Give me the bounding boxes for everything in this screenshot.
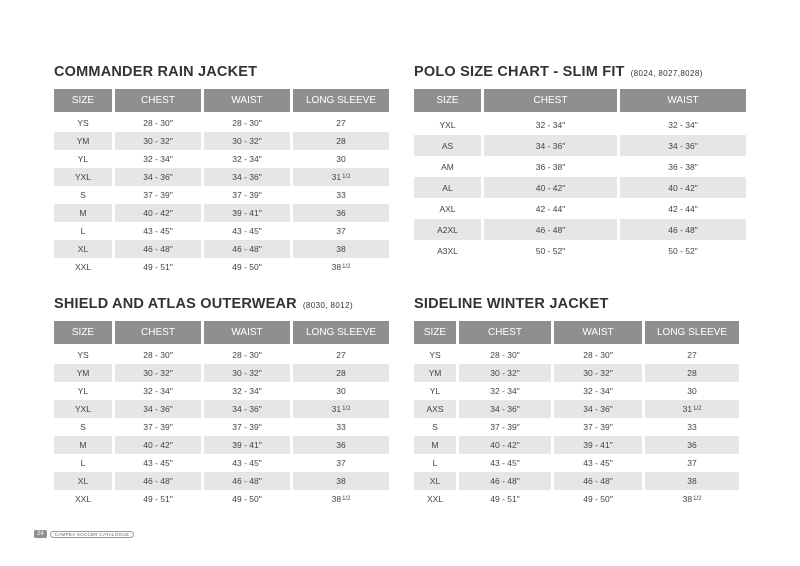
measurement-cell: 43 - 45": [554, 454, 642, 472]
size-cell: M: [54, 436, 112, 454]
measurement-cell: 42 - 44": [620, 198, 746, 219]
section-title: POLO SIZE CHART - SLIM FIT (8024, 8027,8028): [414, 64, 703, 80]
measurement-cell: 39 - 41": [204, 436, 290, 454]
measurement-cell: 50 - 52": [620, 240, 746, 261]
column-header: SIZE: [414, 321, 456, 344]
size-cell: S: [414, 418, 456, 436]
measurement-cell: 46 - 48": [115, 472, 201, 490]
measurement-cell: 30: [645, 382, 739, 400]
measurement-cell: 28: [645, 364, 739, 382]
measurement-cell: 28 - 30": [115, 114, 201, 132]
measurement-cell: 30 - 32": [115, 132, 201, 150]
measurement-cell: 30 - 32": [115, 364, 201, 382]
measurement-cell: 36 - 38": [484, 156, 617, 177]
measurement-cell: 28 - 30": [459, 346, 551, 364]
size-cell: AM: [414, 156, 481, 177]
size-cell: YL: [54, 150, 112, 168]
size-cell: XXL: [54, 258, 112, 276]
size-cell: A3XL: [414, 240, 481, 261]
column-header: CHEST: [115, 321, 201, 344]
measurement-cell: 38 1/2: [293, 490, 389, 508]
size-cell: YM: [414, 364, 456, 382]
column-header: SIZE: [414, 89, 481, 112]
measurement-cell: 36 - 38": [620, 156, 746, 177]
measurement-cell: 34 - 36": [115, 168, 201, 186]
measurement-cell: 30 - 32": [204, 132, 290, 150]
measurement-cell: 34 - 36": [484, 135, 617, 156]
measurement-cell: 49 - 50": [204, 258, 290, 276]
measurement-cell: 46 - 48": [554, 472, 642, 490]
measurement-cell: 33: [293, 186, 389, 204]
measurement-cell: 49 - 50": [204, 490, 290, 508]
column-header: LONG SLEEVE: [293, 321, 389, 344]
measurement-cell: 32 - 34": [115, 150, 201, 168]
measurement-cell: 28 - 30": [115, 346, 201, 364]
measurement-cell: 34 - 36": [459, 400, 551, 418]
measurement-cell: 32 - 34": [620, 114, 746, 135]
size-cell: AXL: [414, 198, 481, 219]
measurement-cell: 43 - 45": [204, 454, 290, 472]
polo-table: [414, 89, 746, 261]
measurement-cell: 46 - 48": [204, 240, 290, 258]
measurement-cell: 36: [645, 436, 739, 454]
size-cell: M: [54, 204, 112, 222]
measurement-cell: 32 - 34": [204, 382, 290, 400]
size-cell: YS: [54, 346, 112, 364]
measurement-cell: 37: [645, 454, 739, 472]
footer: [34, 529, 134, 539]
section-title: SIDELINE WINTER JACKET: [414, 296, 609, 312]
size-cell: YXL: [414, 114, 481, 135]
measurement-cell: 36: [293, 204, 389, 222]
measurement-cell: 43 - 45": [459, 454, 551, 472]
column-header: SIZE: [54, 321, 112, 344]
column-header: LONG SLEEVE: [293, 89, 389, 112]
size-cell: YM: [54, 364, 112, 382]
measurement-cell: 33: [293, 418, 389, 436]
measurement-cell: 32 - 34": [115, 382, 201, 400]
size-cell: XXL: [414, 490, 456, 508]
catalogue-label: CAMPEA SOCCER CATALOGUE: [50, 531, 135, 538]
measurement-cell: 46 - 48": [204, 472, 290, 490]
measurement-cell: 46 - 48": [115, 240, 201, 258]
measurement-cell: 40 - 42": [115, 204, 201, 222]
measurement-cell: 40 - 42": [620, 177, 746, 198]
measurement-cell: 34 - 36": [554, 400, 642, 418]
measurement-cell: 37 - 39": [204, 186, 290, 204]
column-header: CHEST: [115, 89, 201, 112]
page-number: 24: [34, 530, 47, 538]
measurement-cell: 49 - 51": [115, 490, 201, 508]
size-cell: XL: [54, 472, 112, 490]
measurement-cell: 34 - 36": [115, 400, 201, 418]
size-cell: S: [54, 186, 112, 204]
size-cell: L: [414, 454, 456, 472]
measurement-cell: 46 - 48": [484, 219, 617, 240]
column-header: WAIST: [554, 321, 642, 344]
measurement-cell: 37 - 39": [459, 418, 551, 436]
size-cell: AS: [414, 135, 481, 156]
column-header: WAIST: [204, 89, 290, 112]
measurement-cell: 28 - 30": [554, 346, 642, 364]
measurement-cell: 40 - 42": [115, 436, 201, 454]
measurement-cell: 36: [293, 436, 389, 454]
section-title: SHIELD AND ATLAS OUTERWEAR (8030, 8012): [54, 296, 354, 312]
measurement-cell: 28 - 30": [204, 114, 290, 132]
measurement-cell: 46 - 48": [459, 472, 551, 490]
measurement-cell: 37: [293, 222, 389, 240]
size-cell: YL: [414, 382, 456, 400]
measurement-cell: 30 - 32": [554, 364, 642, 382]
measurement-cell: 38 1/2: [293, 258, 389, 276]
measurement-cell: 43 - 45": [115, 222, 201, 240]
column-header: WAIST: [620, 89, 746, 112]
measurement-cell: 39 - 41": [554, 436, 642, 454]
measurement-cell: 50 - 52": [484, 240, 617, 261]
measurement-cell: 46 - 48": [620, 219, 746, 240]
size-cell: YXL: [54, 168, 112, 186]
measurement-cell: 32 - 34": [484, 114, 617, 135]
size-cell: XL: [54, 240, 112, 258]
measurement-cell: 39 - 41": [204, 204, 290, 222]
shield-table: [54, 321, 386, 508]
measurement-cell: 28: [293, 364, 389, 382]
measurement-cell: 43 - 45": [115, 454, 201, 472]
column-header: CHEST: [459, 321, 551, 344]
measurement-cell: 40 - 42": [459, 436, 551, 454]
column-header: CHEST: [484, 89, 617, 112]
size-cell: L: [54, 222, 112, 240]
measurement-cell: 37 - 39": [204, 418, 290, 436]
measurement-cell: 27: [293, 346, 389, 364]
measurement-cell: 31 1/2: [293, 400, 389, 418]
size-cell: AL: [414, 177, 481, 198]
measurement-cell: 34 - 36": [620, 135, 746, 156]
size-cell: AXS: [414, 400, 456, 418]
size-cell: XXL: [54, 490, 112, 508]
measurement-cell: 28: [293, 132, 389, 150]
measurement-cell: 32 - 34": [459, 382, 551, 400]
measurement-cell: 31 1/2: [293, 168, 389, 186]
size-cell: S: [54, 418, 112, 436]
measurement-cell: 27: [645, 346, 739, 364]
measurement-cell: 38: [293, 472, 389, 490]
measurement-cell: 30 - 32": [459, 364, 551, 382]
measurement-cell: 37: [293, 454, 389, 472]
measurement-cell: 32 - 34": [204, 150, 290, 168]
size-cell: YXL: [54, 400, 112, 418]
measurement-cell: 32 - 34": [554, 382, 642, 400]
measurement-cell: 37 - 39": [115, 186, 201, 204]
column-header: SIZE: [54, 89, 112, 112]
measurement-cell: 38 1/2: [645, 490, 739, 508]
section-title: COMMANDER RAIN JACKET: [54, 64, 258, 80]
column-header: LONG SLEEVE: [645, 321, 739, 344]
rain-jacket-table: [54, 89, 386, 276]
measurement-cell: 49 - 50": [554, 490, 642, 508]
size-cell: YS: [414, 346, 456, 364]
column-header: WAIST: [204, 321, 290, 344]
measurement-cell: 27: [293, 114, 389, 132]
size-cell: A2XL: [414, 219, 481, 240]
measurement-cell: 34 - 36": [204, 400, 290, 418]
measurement-cell: 40 - 42": [484, 177, 617, 198]
measurement-cell: 28 - 30": [204, 346, 290, 364]
measurement-cell: 37 - 39": [554, 418, 642, 436]
size-cell: L: [54, 454, 112, 472]
size-cell: XL: [414, 472, 456, 490]
measurement-cell: 49 - 51": [115, 258, 201, 276]
measurement-cell: 30: [293, 382, 389, 400]
size-cell: M: [414, 436, 456, 454]
measurement-cell: 38: [645, 472, 739, 490]
size-cell: YS: [54, 114, 112, 132]
measurement-cell: 34 - 36": [204, 168, 290, 186]
measurement-cell: 31 1/2: [645, 400, 739, 418]
size-cell: YM: [54, 132, 112, 150]
size-cell: YL: [54, 382, 112, 400]
measurement-cell: 30 - 32": [204, 364, 290, 382]
measurement-cell: 30: [293, 150, 389, 168]
measurement-cell: 33: [645, 418, 739, 436]
measurement-cell: 43 - 45": [204, 222, 290, 240]
measurement-cell: 49 - 51": [459, 490, 551, 508]
measurement-cell: 42 - 44": [484, 198, 617, 219]
measurement-cell: 38: [293, 240, 389, 258]
measurement-cell: 37 - 39": [115, 418, 201, 436]
winter-table: [414, 321, 746, 508]
